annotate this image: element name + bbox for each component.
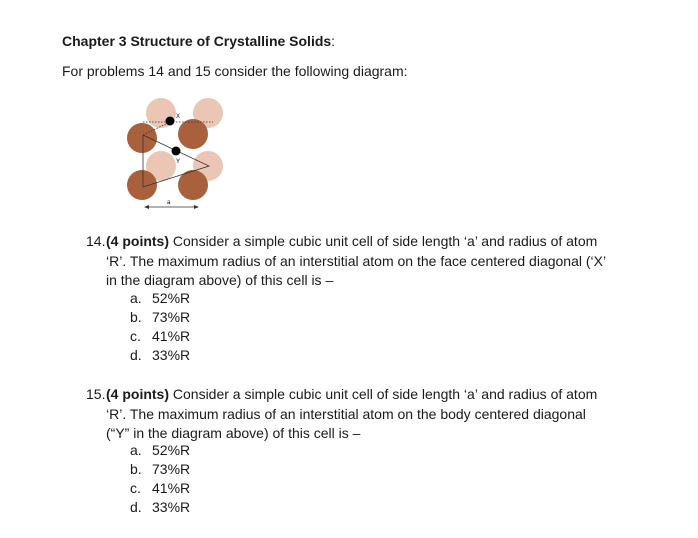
option-14c: [130, 328, 190, 344]
atom-dark-front-bottom-left: [127, 170, 157, 200]
problem-line-2: ‘R’. The maximum radius of an interstitial atom on the body centered diagonal: [106, 405, 586, 422]
problem-number: 15.: [86, 386, 106, 402]
problem-line-3: (“Y” in the diagram above) of this cell is –: [106, 425, 361, 441]
label-a: a: [167, 200, 171, 206]
option-value: 73%R: [152, 461, 191, 477]
option-14a: [130, 290, 190, 306]
problem-line-2: ‘R’. The maximum radius of an interstitial atom on the face centered diagonal (‘X’: [106, 252, 607, 269]
problem-line-1-text: Consider a simple cubic unit cell of side length ‘a’ and radius of atom: [169, 233, 598, 249]
option-15a: [130, 442, 190, 458]
option-value: 41%R: [152, 328, 191, 344]
interstitial-x: [166, 117, 175, 126]
problem-text: [106, 232, 666, 291]
problem-points: (4 points): [106, 386, 169, 402]
option-15c: [130, 480, 190, 496]
option-letter: c.: [130, 328, 141, 344]
chapter-heading: [62, 33, 335, 49]
option-letter: d.: [130, 499, 142, 515]
option-15d: [130, 499, 190, 515]
chapter-title-suffix: :: [331, 33, 336, 49]
label-x: X: [176, 114, 181, 120]
option-letter: c.: [130, 480, 141, 496]
interstitial-y: [172, 147, 181, 156]
option-14b: [130, 309, 190, 325]
dimension-arrow-left: [144, 205, 149, 209]
option-value: 52%R: [152, 442, 191, 458]
atom-dark-front-top-left: [127, 123, 157, 153]
intro-text: For problems 14 and 15 consider the following diagram:: [62, 63, 408, 79]
option-value: 41%R: [152, 480, 191, 496]
option-letter: d.: [130, 347, 142, 363]
option-value: 33%R: [152, 499, 191, 515]
option-value: 52%R: [152, 290, 191, 306]
option-value: 33%R: [152, 347, 191, 363]
option-14d: [130, 347, 190, 363]
option-letter: a.: [130, 442, 142, 458]
problem-line-3: in the diagram above) of this cell is –: [106, 272, 334, 288]
chapter-title: Chapter 3 Structure of Crystalline Solids: [62, 33, 332, 49]
problem-line-1: [106, 385, 666, 405]
problem-text: [106, 385, 666, 444]
problem-line-1: [106, 232, 666, 252]
label-y: Y: [176, 159, 181, 165]
option-letter: a.: [130, 290, 142, 306]
problem-points: (4 points): [106, 233, 169, 249]
dimension-arrow-right: [194, 205, 199, 209]
option-15b: [130, 461, 190, 477]
option-letter: b.: [130, 309, 142, 325]
option-letter: b.: [130, 461, 142, 477]
problem-number: 14.: [86, 233, 106, 249]
option-value: 73%R: [152, 309, 191, 325]
atom-dark-front-top-right: [178, 119, 208, 149]
crystal-diagram: [120, 95, 240, 220]
problem-line-1-text: Consider a simple cubic unit cell of side length ‘a’ and radius of atom: [169, 386, 598, 402]
